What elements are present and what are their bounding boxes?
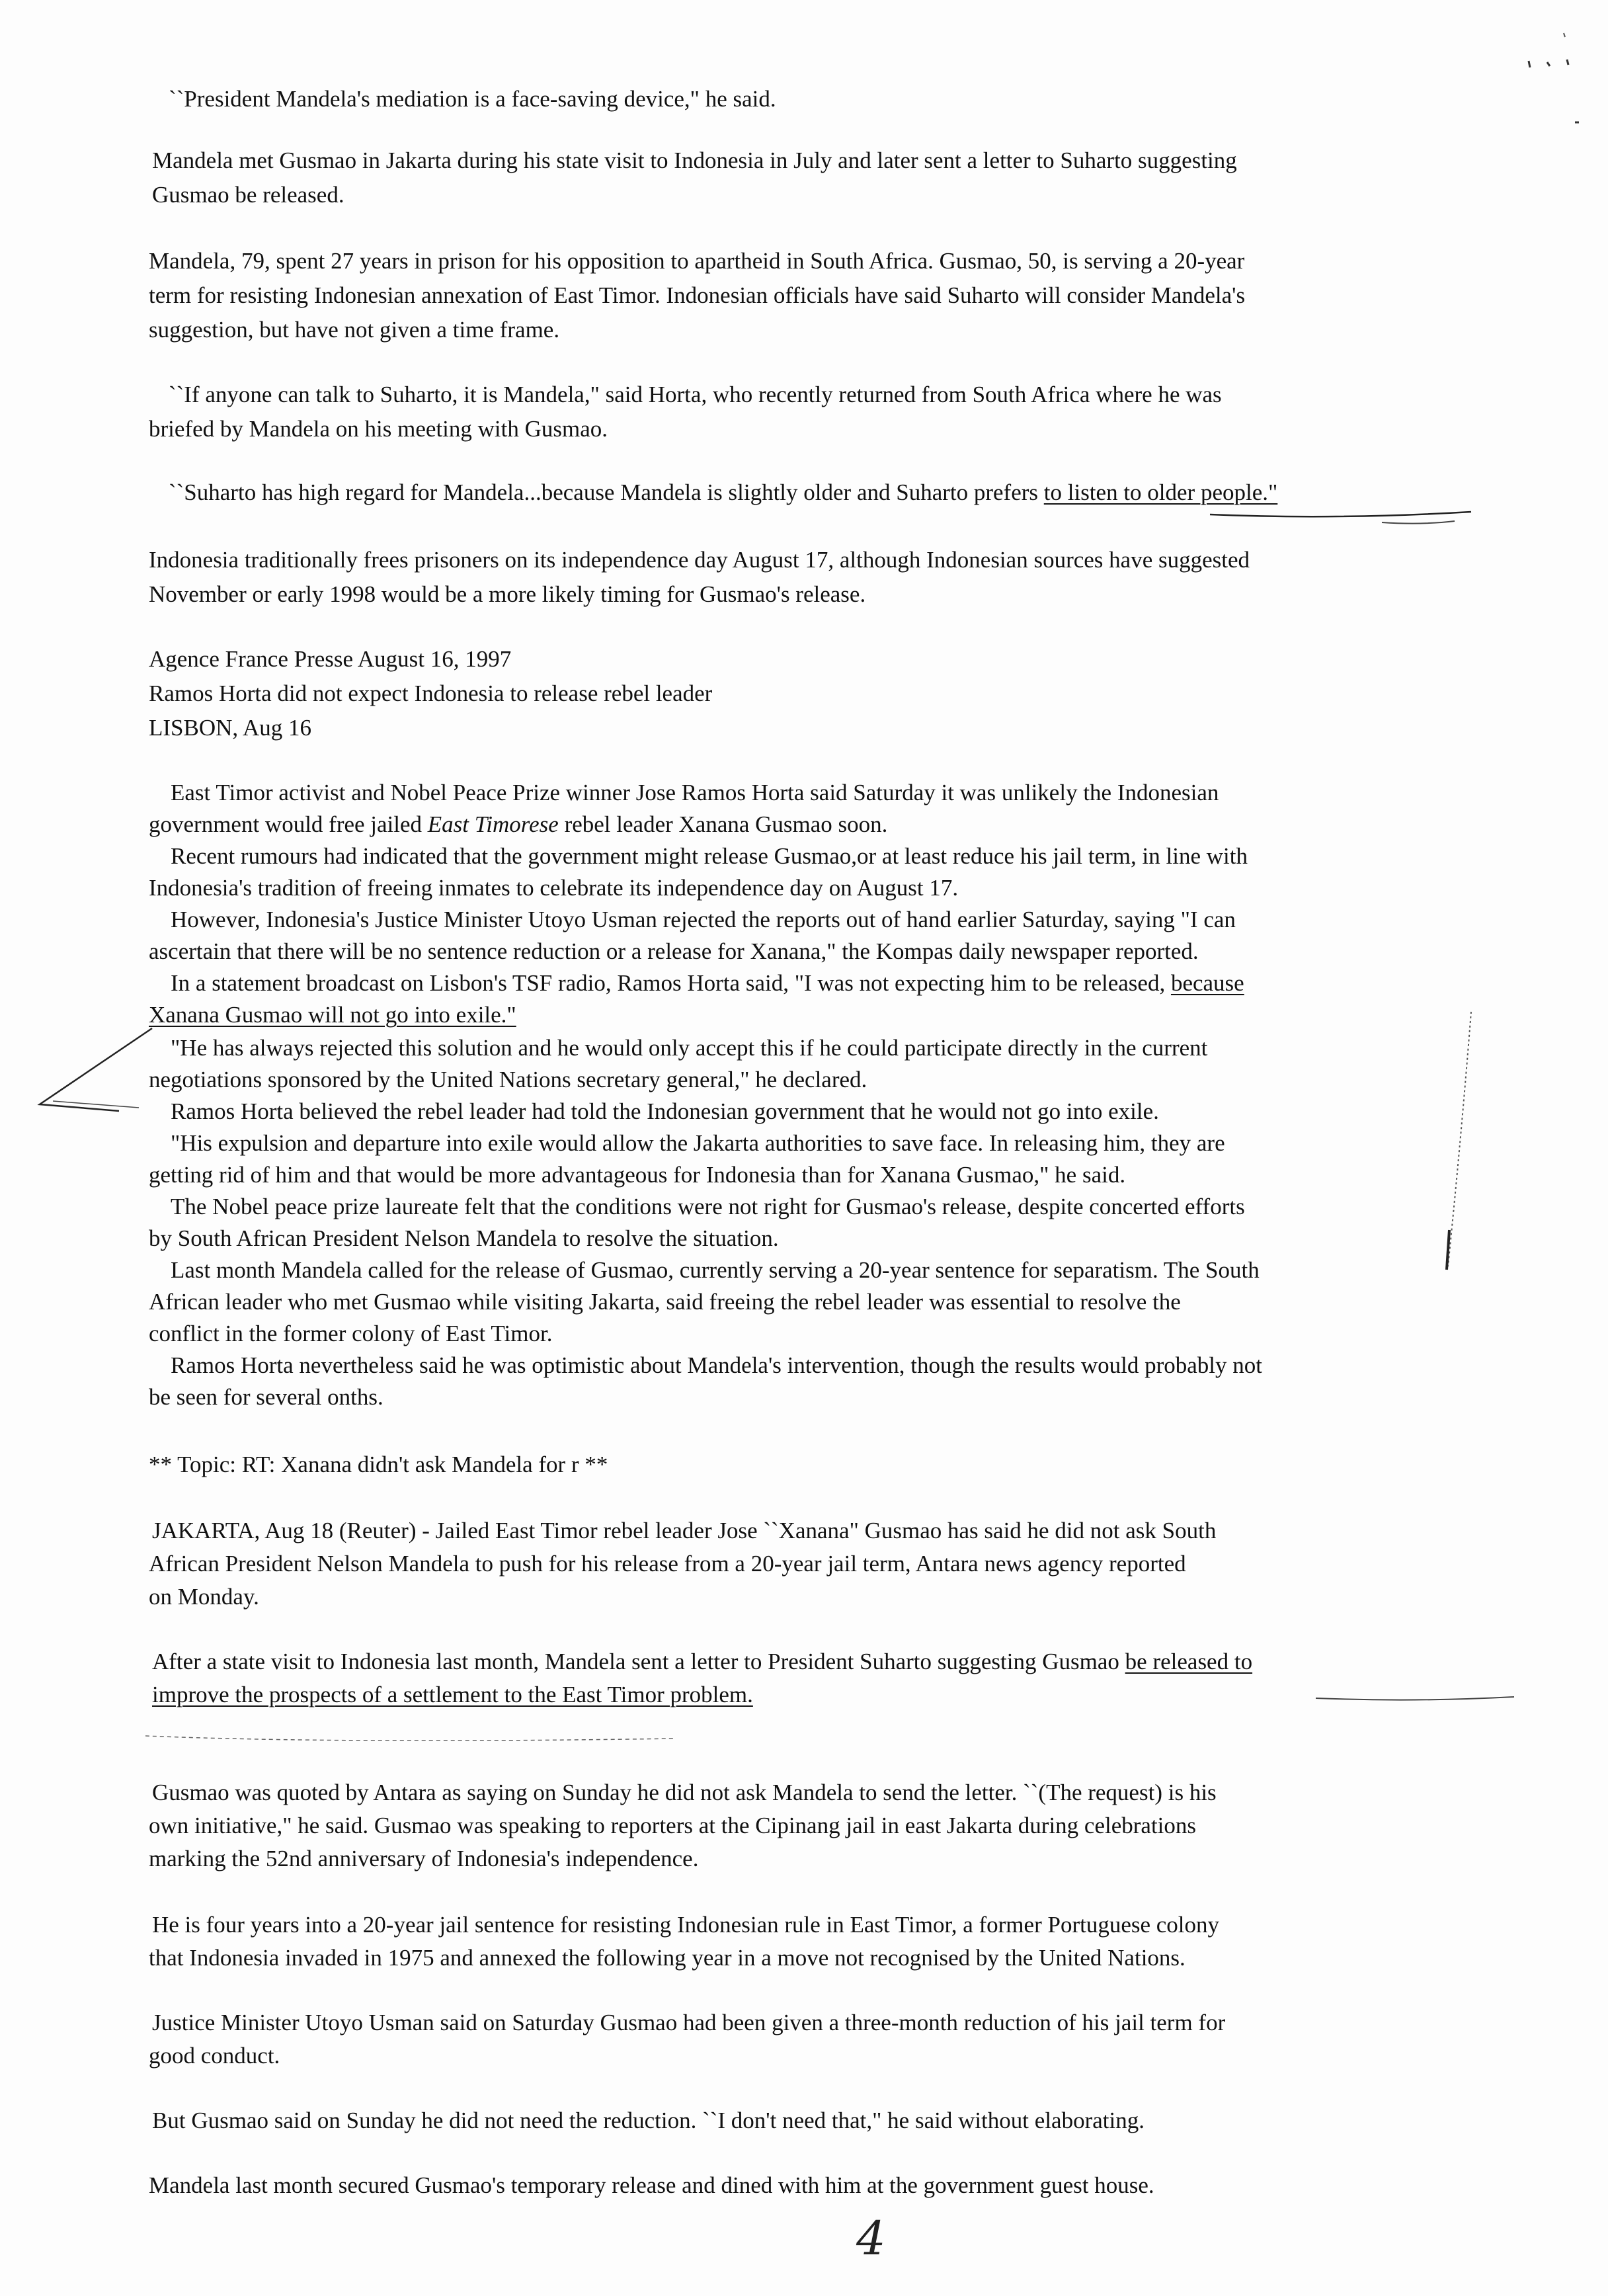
text-line: [152, 1645, 1252, 1678]
text-line: "His expulsion and departure into exile would allow the Jakarta authorities to save face. In releasing him, they are: [171, 1130, 1225, 1156]
text-line: The Nobel peace prize laureate felt that the conditions were not right for Gusmao's release, despite concerted efforts: [171, 1194, 1245, 1219]
text-span: government would free jailed: [149, 811, 428, 837]
text-line: [149, 808, 887, 841]
text-span: After a state visit to Indonesia last month, Mandela sent a letter to President Suharto suggesting Gusmao: [152, 1649, 1125, 1674]
text-line: Ramos Horta nevertheless said he was optimistic about Mandela's intervention, though the results would probably not: [171, 1352, 1262, 1378]
text-line: East Timor activist and Nobel Peace Prize winner Jose Ramos Horta said Saturday it was unlikely the Indonesian: [171, 780, 1219, 805]
text-line: Gusmao be released.: [152, 182, 344, 208]
italic-text: East Timorese: [427, 811, 559, 837]
text-line: [171, 967, 1244, 1000]
article-source: Agence France Presse August 16, 1997: [149, 646, 512, 672]
text-line: on Monday.: [149, 1584, 259, 1610]
text-line: be seen for several onths.: [149, 1384, 383, 1410]
text-line: ``President Mandela's mediation is a face-saving device," he said.: [169, 86, 776, 112]
text-line: negotiations sponsored by the United Nations secretary general," he declared.: [149, 1067, 867, 1092]
handwritten-underline: [1203, 503, 1481, 529]
topic-line: ** Topic: RT: Xanana didn't ask Mandela for r **: [149, 1452, 608, 1477]
text-line: that Indonesia invaded in 1975 and annexed the following year in a move not recognised by the United Nations.: [149, 1945, 1186, 1971]
text-line: Last month Mandela called for the release of Gusmao, currently serving a 20-year sentence for separatism. The South: [171, 1257, 1260, 1283]
article-headline: Ramos Horta did not expect Indonesia to release rebel leader: [149, 680, 713, 706]
text-line: ``If anyone can talk to Suharto, it is Mandela," said Horta, who recently returned from South Africa where he was: [169, 382, 1222, 407]
text-line: African President Nelson Mandela to push for his release from a 20-year jail term, Antara news agency reported: [149, 1551, 1186, 1577]
text-line: marking the 52nd anniversary of Indonesia's independence.: [149, 1846, 699, 1871]
text-line: He is four years into a 20-year jail sentence for resisting Indonesian rule in East Timor, a former Portuguese colony: [152, 1912, 1220, 1938]
text-line: Mandela last month secured Gusmao's temporary release and dined with him at the government guest house.: [149, 2172, 1154, 2198]
underlined-text-line: improve the prospects of a settlement to the East Timor problem.: [152, 1682, 753, 1707]
text-line: term for resisting Indonesian annexation of East Timor. Indonesian officials have said Suharto will consider Mandela's: [149, 282, 1246, 308]
article-dateline: LISBON, Aug 16: [149, 715, 311, 741]
text-span: rebel leader Xanana Gusmao soon.: [558, 811, 888, 837]
text-line: African leader who met Gusmao while visiting Jakarta, said freeing the rebel leader was essential to resolve the: [149, 1289, 1181, 1315]
text-line: Justice Minister Utoyo Usman said on Saturday Gusmao had been given a three-month reduction of his jail term for: [152, 2010, 1226, 2035]
page-number: 4: [856, 2211, 886, 2266]
handwritten-bracket: [26, 1018, 159, 1124]
text-line: "He has always rejected this solution and he would only accept this if he could participate directly in the current: [171, 1035, 1208, 1061]
text-line: Mandela met Gusmao in Jakarta during his state visit to Indonesia in July and later sent a letter to Suharto suggesting: [152, 147, 1237, 173]
handwritten-underline: [1309, 1690, 1521, 1710]
text-line: Indonesia's tradition of freeing inmates to celebrate its independence day on August 17.: [149, 875, 959, 901]
underlined-text: to listen to older people.": [1043, 479, 1278, 505]
handwritten-underline: [139, 1729, 681, 1749]
underlined-text-line: Xanana Gusmao will not go into exile.": [149, 1002, 516, 1028]
text-line: Gusmao was quoted by Antara as saying on Sunday he did not ask Mandela to send the letter. ``(The request) is his: [152, 1780, 1217, 1805]
text-line: But Gusmao said on Sunday he did not need the reduction. ``I don't need that," he said without elaborating.: [152, 2108, 1145, 2133]
text-line: conflict in the former colony of East Timor.: [149, 1321, 553, 1346]
text-span: In a statement broadcast on Lisbon's TSF radio, Ramos Horta said, "I was not expecting him to be released,: [171, 970, 1171, 996]
underlined-text: be released to: [1125, 1649, 1253, 1674]
text-line: [169, 476, 1277, 509]
text-line: own initiative," he said. Gusmao was speaking to reporters at the Cipinang jail in east Jakarta during celebrations: [149, 1813, 1197, 1838]
text-span: ``Suharto has high regard for Mandela...because Mandela is slightly older and Suharto prefers: [169, 479, 1044, 505]
text-line: ascertain that there will be no sentence reduction or a release for Xanana," the Kompas daily newspaper reported.: [149, 938, 1199, 964]
text-line: Mandela, 79, spent 27 years in prison for his opposition to apartheid in South Africa. Gusmao, 50, is serving a 20-year: [149, 248, 1245, 274]
underlined-text: because: [1170, 970, 1244, 996]
text-line: However, Indonesia's Justice Minister Utoyo Usman rejected the reports out of hand earlier Saturday, saying "I can: [171, 907, 1236, 932]
text-line: Recent rumours had indicated that the government might release Gusmao,or at least reduce his jail term, in line with: [171, 843, 1248, 869]
text-line: November or early 1998 would be a more likely timing for Gusmao's release.: [149, 581, 866, 607]
text-line: suggestion, but have not given a time frame.: [149, 317, 560, 343]
text-line: Indonesia traditionally frees prisoners on its independence day August 17, although Indonesian sources have suggested: [149, 547, 1250, 573]
handwritten-margin-line: [1435, 1005, 1488, 1283]
text-line: briefed by Mandela on his meeting with Gusmao.: [149, 416, 608, 442]
text-line: getting rid of him and that would be more advantageous for Indonesia than for Xanana Gusmao," he said.: [149, 1162, 1126, 1188]
text-line: by South African President Nelson Mandela to resolve the situation.: [149, 1225, 779, 1251]
text-line: Ramos Horta believed the rebel leader had told the Indonesian government that he would not go into exile.: [171, 1098, 1159, 1124]
text-line: JAKARTA, Aug 18 (Reuter) - Jailed East Timor rebel leader Jose ``Xanana" Gusmao has said he did not ask South: [152, 1518, 1217, 1543]
scan-specks: [1501, 20, 1587, 139]
text-line: good conduct.: [149, 2043, 280, 2069]
